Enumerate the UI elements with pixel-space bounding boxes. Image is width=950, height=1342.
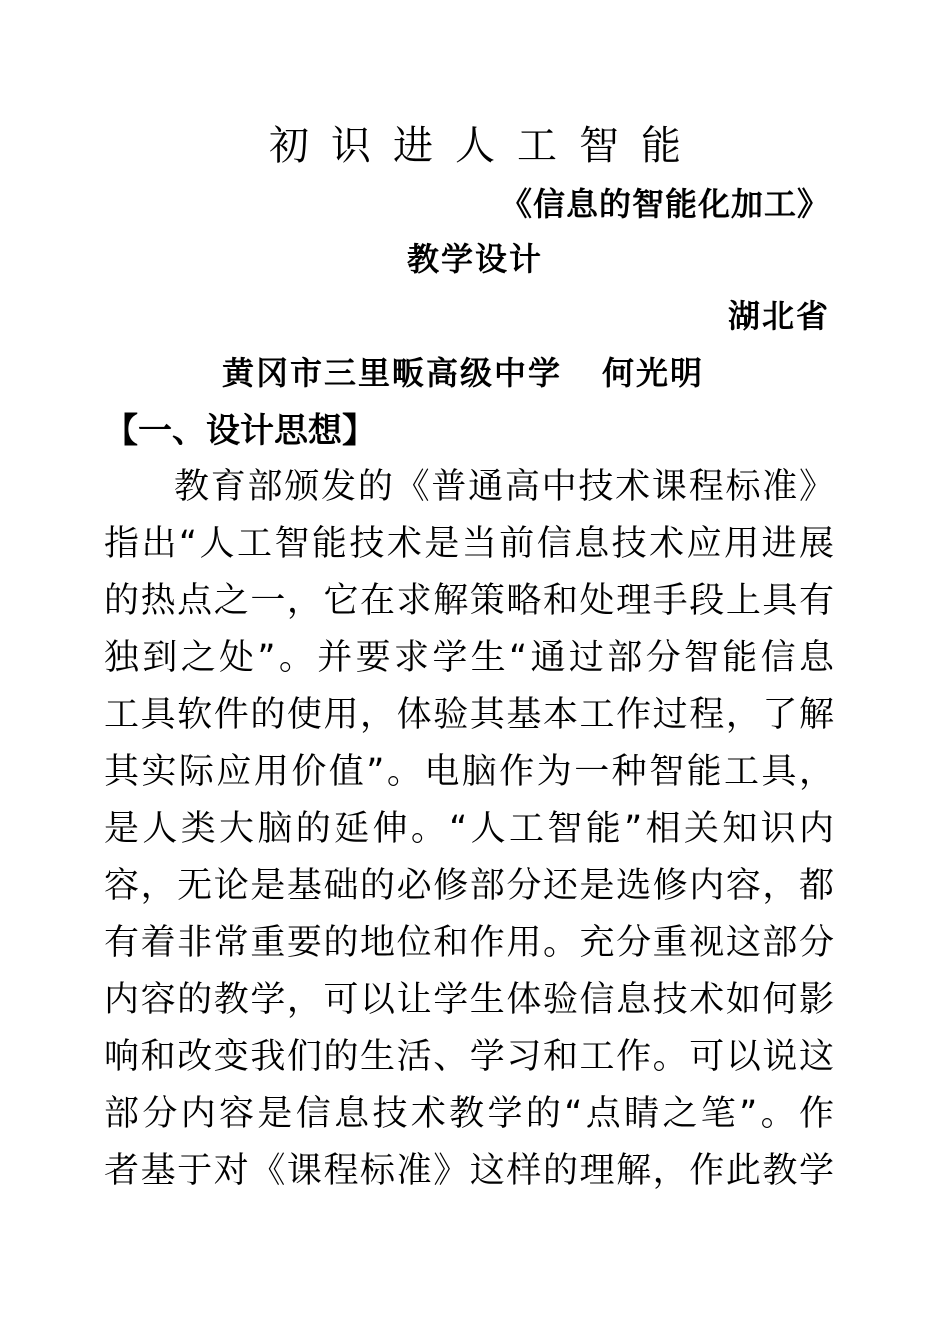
author-name: 何光明	[602, 354, 705, 392]
paragraph-line: 是人类大脑的延伸。“人工智能”相关知识内	[104, 809, 834, 849]
paragraph-line: 的热点之一，它在求解策略和处理手段上具有	[104, 581, 834, 621]
paragraph-line: 指出“人工智能技术是当前信息技术应用进展	[104, 524, 834, 564]
section-heading: 【一、设计思想】	[104, 411, 376, 451]
paragraph-line: 教育部颁发的《普通高中技术课程标准》	[174, 467, 834, 507]
author-province: 湖北省	[727, 297, 830, 335]
paragraph-line: 工具软件的使用，体验其基本工作过程，了解	[104, 695, 834, 735]
document-type-label: 教学设计	[406, 240, 543, 278]
document-title: 初识进人工智能	[269, 123, 703, 169]
paragraph-line: 部分内容是信息技术教学的“点睛之笔”。作	[104, 1094, 834, 1134]
document-subtitle: 《信息的智能化加工》	[499, 185, 830, 223]
paragraph-line: 者基于对《课程标准》这样的理解，作此教学	[104, 1151, 834, 1191]
paragraph-line: 内容的教学，可以让学生体验信息技术如何影	[104, 980, 834, 1020]
author-affiliation-line	[222, 354, 705, 392]
paragraph-line: 容，无论是基础的必修部分还是选修内容，都	[104, 866, 834, 906]
paragraph-line: 独到之处”。并要求学生“通过部分智能信息	[104, 638, 834, 678]
paragraph-line: 有着非常重要的地位和作用。充分重视这部分	[104, 923, 834, 963]
author-school: 黄冈市三里畈高级中学	[222, 354, 563, 392]
paragraph-line: 响和改变我们的生活、学习和工作。可以说这	[104, 1037, 834, 1077]
paragraph-line: 其实际应用价值”。电脑作为一种智能工具，	[104, 752, 834, 792]
